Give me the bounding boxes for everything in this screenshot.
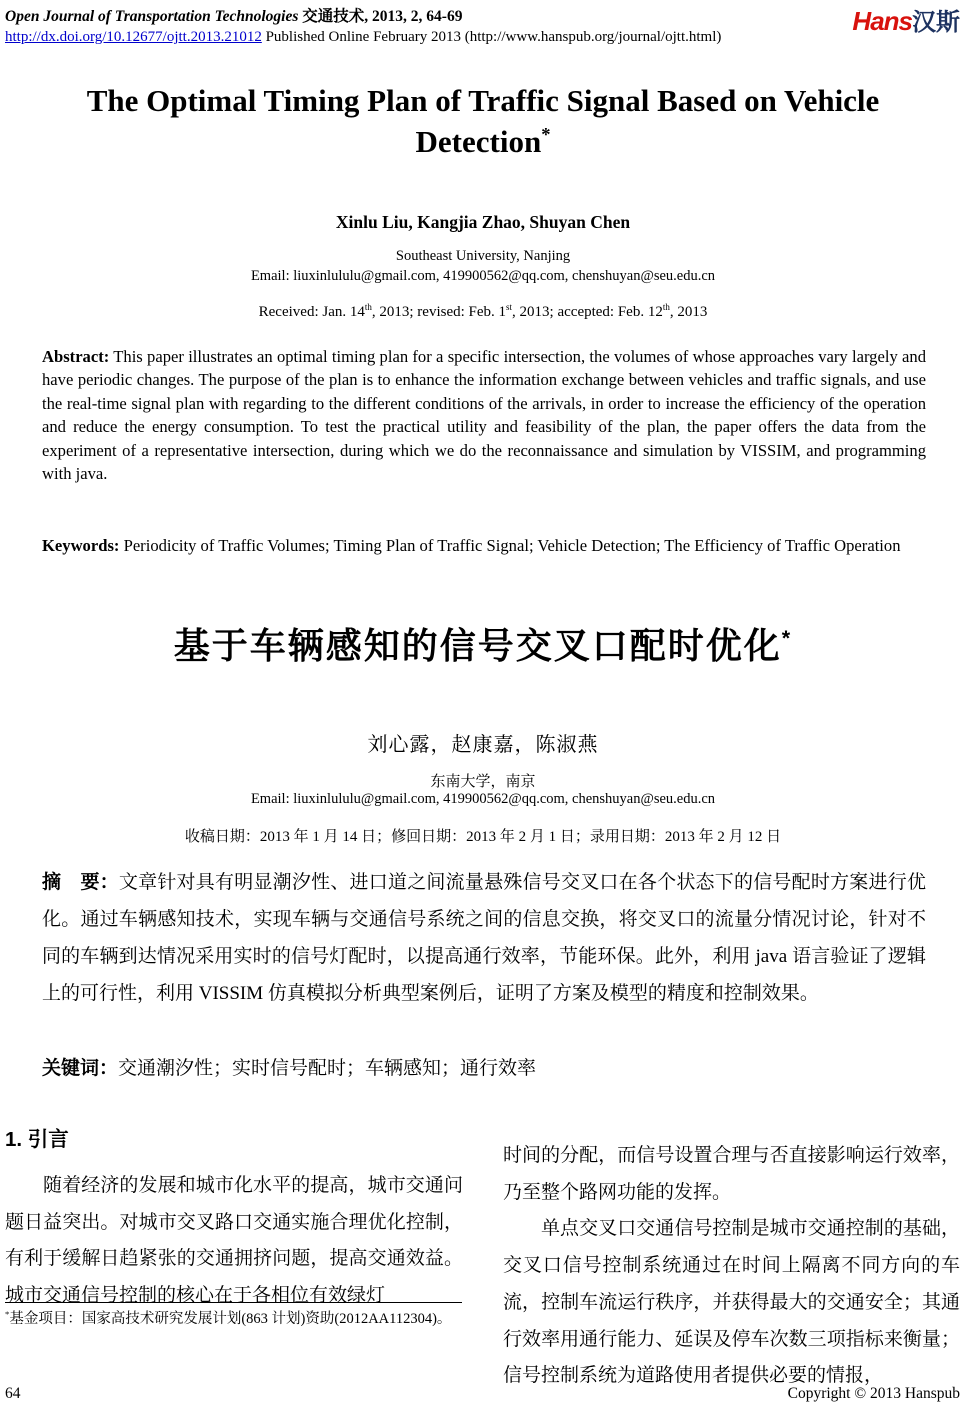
page-number: 64: [5, 1385, 21, 1402]
keywords: [42, 534, 966, 557]
email-line: Email: liuxinlululu@gmail.com, 419900562@qq.com, chenshuyan@seu.edu.cn: [250, 268, 716, 284]
chinese-authors: 刘心露，赵康嘉，陈淑燕: [367, 734, 599, 756]
doi-link[interactable]: http://dx.doi.org/10.12677/ojtt.2013.21012: [5, 29, 262, 45]
chinese-abstract-label: 摘 要：: [42, 872, 119, 893]
chinese-keywords-text: 交通潮汐性；实时信号配时；车辆感知；通行效率: [118, 1058, 537, 1079]
publication-info-line: [5, 29, 885, 46]
keywords-label: Keywords:: [42, 536, 120, 555]
journal-issue: 交通技术, 2013, 2, 64-69: [298, 8, 463, 25]
chinese-abstract-text: 文章针对具有明显潮汐性、进口道之间流量悬殊信号交叉口在各个状态下的信号配时方案进行优化。通过车辆感知技术，实现车辆与交通信号系统之间的信息交换，将交叉口的流量分情况讨论，针对不同的车辆到达情况采用实时的信号灯配时，以提高通行效率，节能环保。此外，利用 java 语言验证了逻辑上的可行性，利用 VISSIM 仿真模拟分析典型案例后，证明了方案及模型的精度和控制效果。: [42, 872, 926, 1004]
title-footnote-mark: *: [541, 124, 551, 146]
left-column: [5, 1122, 463, 1315]
intro-paragraph-left: 随着经济的发展和城市化水平的提高，城市交通问题日益突出。对城市交叉路口交通实施合理优化控制，有利于缓解日趋紧张的交通拥挤问题，提高交通效益。城市交通信号控制的核心在于各相位有效绿灯: [5, 1175, 463, 1307]
page-footer: [5, 1385, 960, 1403]
chinese-abstract: [42, 864, 926, 1012]
hans-logo: [852, 2, 960, 37]
hans-logo-cn: 汉斯: [912, 9, 960, 36]
abstract-text: This paper illustrates an optimal timing plan for a specific intersection, the volumes of whose approaches vary largely and have periodic changes. The purpose of the plan is to enhance the information exchange between vehicles and traffic signals, and use the real-time signal plan with regarding to the different conditions of the arrivals, in order to increase the efficiency of the operation and reduce the energy consumption. To test the practical utility and feasibility of the plan, the paper offers the data from the experiment of a representative intersection, during which we do the reconnaissance and simulation by VISSIM, and programming with java.: [42, 347, 926, 484]
chinese-title-text: 基于车辆感知的信号交叉口配时优化: [173, 625, 782, 666]
copyright-notice: Copyright © 2013 Hanspub: [787, 1385, 960, 1402]
intro-paragraph-right-1: 时间的分配，而信号设置合理与否直接影响运行效率，乃至整个路网功能的发挥。: [503, 1145, 960, 1203]
paper-title-text: The Optimal Timing Plan of Traffic Signal Based on Vehicle Detection: [86, 83, 880, 160]
chinese-keywords: [42, 1050, 926, 1087]
chinese-keywords-label: 关键词：: [42, 1058, 119, 1079]
chinese-received-line: 收稿日期：2013 年 1 月 14 日；修回日期：2013 年 2 月 1 日；录用日期：2013 年 2 月 12 日: [184, 829, 782, 845]
funding-footnote: [5, 1302, 462, 1331]
affiliation: Southeast University, Nanjing: [395, 248, 571, 264]
published-online-text: Published Online February 2013 (http://www.hanspub.org/journal/ojtt.html): [261, 29, 722, 45]
received-line: Received: Jan. 14th, 2013; revised: Feb. 1st, 2013; accepted: Feb. 12th, 2013: [258, 302, 708, 320]
keywords-text: Periodicity of Traffic Volumes; Timing Plan of Traffic Signal; Vehicle Detection; The Efficiency of Traffic Operation: [119, 536, 901, 555]
paper-title: [73, 80, 893, 162]
hans-logo-latin: Hans: [852, 6, 912, 36]
intro-paragraph-right-2: 单点交叉口交通信号控制是城市交通控制的基础，交叉口信号控制系统通过在时间上隔离不同方向的车流，控制车流运行秩序，并获得最大的交通安全；其通行效率用通行能力、延误及停车次数三项指标来衡量；信号控制系统为道路使用者提供必要的情报，: [503, 1218, 960, 1387]
authors: Xinlu Liu, Kangjia Zhao, Shuyan Chen: [335, 212, 631, 232]
footnote-text: 基金项目：国家高技术研究发展计划(863 计划)资助(2012AA112304)。: [9, 1311, 452, 1327]
chinese-title: [0, 618, 966, 669]
abstract-label: Abstract:: [42, 347, 110, 366]
chinese-affiliation: 东南大学，南京: [430, 774, 536, 790]
section-heading-intro: 1. 引言: [5, 1128, 69, 1151]
footnote-mark: *: [5, 1309, 10, 1320]
chinese-email-line: Email: liuxinlululu@gmail.com, 419900562@qq.com, chenshuyan@seu.edu.cn: [250, 791, 716, 807]
abstract: [42, 345, 926, 485]
right-column: [503, 1138, 960, 1395]
journal-name: Open Journal of Transportation Technologies: [5, 8, 299, 25]
journal-header: [5, 4, 835, 26]
chinese-title-footnote-mark: *: [781, 625, 793, 650]
